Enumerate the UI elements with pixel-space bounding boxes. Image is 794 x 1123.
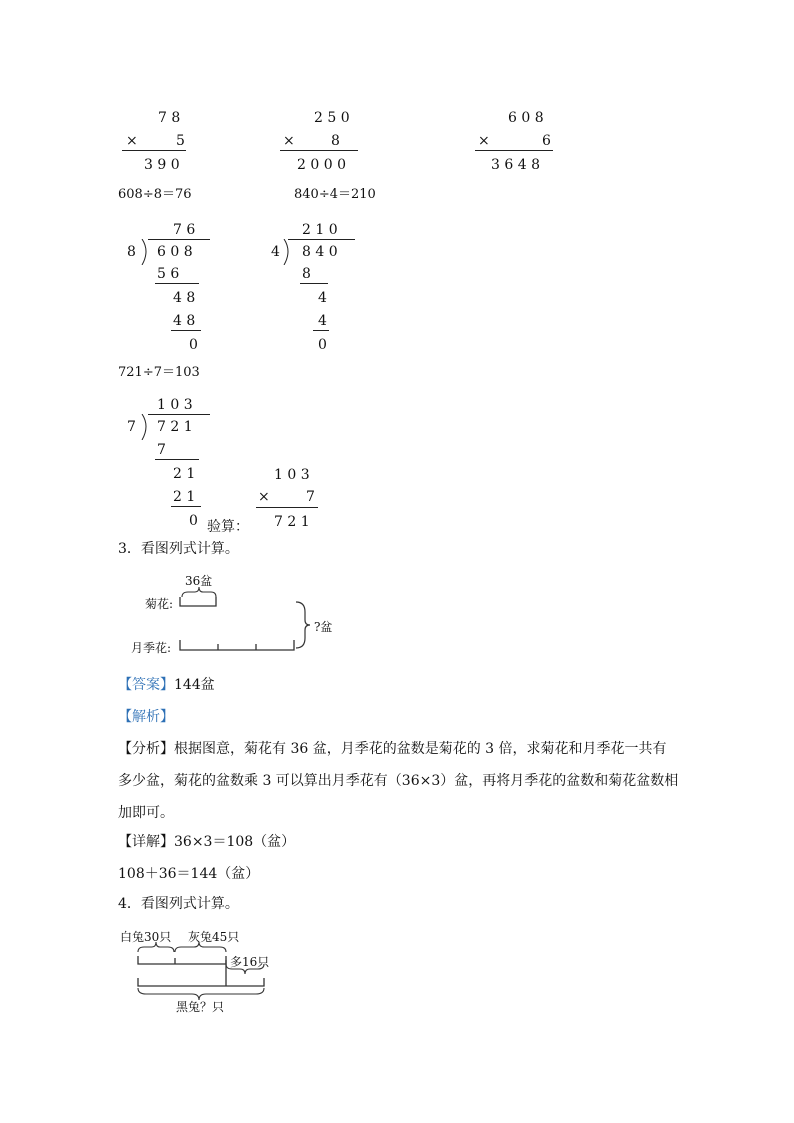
check-operator: × [258, 489, 270, 505]
q3-fenxi-tag: 【分析】 [118, 741, 174, 757]
div-2-rule-1 [300, 283, 328, 284]
mult-1-multiplier: 5 [176, 133, 185, 149]
div-3-rule-2 [171, 506, 201, 507]
q3-answer-tag: 【答案】 [118, 677, 174, 693]
div-3-remainder-1: 2 1 [173, 466, 196, 482]
check-multiplier: 7 [306, 489, 315, 505]
q3-row1-bar [178, 596, 220, 608]
q3-detail-tag: 【详解】 [118, 834, 174, 850]
div-1-top-rule [148, 239, 210, 240]
q4-grey-rabbit-label: 灰兔45只 [188, 930, 240, 944]
div-2-divisor: 4 [271, 244, 280, 260]
check-multiplicand: 1 0 3 [274, 467, 310, 483]
div-2-top-rule [288, 239, 355, 240]
div-1-dividend: 6 0 8 [157, 244, 193, 260]
q3-fenxi-text: 根据图意，菊花有 36 盆，月季花的盆数是菊花的 3 倍，求菊花和月季花一共有多少盆，菊花的盆数乘 3 可以算出月季花有（36×3）盆，再将月季花的盆数和菊花盆数相加即可。 [118, 741, 679, 821]
q4-title: 4．看图列式计算。 [118, 896, 239, 912]
div-3-bracket [140, 414, 152, 440]
q3-detail-line-1: 36×3＝108（盆） [174, 834, 296, 850]
mult-1-multiplicand: 7 8 [158, 110, 181, 126]
q3-row2-bar [178, 638, 298, 652]
mult-3-operator: × [478, 133, 490, 149]
equation-840-div-4: 840÷4＝210 [294, 187, 376, 202]
q3-answer [118, 669, 215, 701]
div-2-step-2: 4 [318, 313, 327, 329]
div-1-rule-1 [155, 283, 199, 284]
div-3-dividend: 7 2 1 [157, 419, 193, 435]
q4-more-label: 多16只 [230, 955, 270, 969]
q3-total-label: ?盆 [314, 620, 333, 634]
mult-2-multiplier: 8 [331, 133, 340, 149]
div-3-step-1: 7 [157, 442, 166, 458]
div-2-quotient: 2 1 0 [302, 222, 338, 238]
q4-white-rabbit-label: 白兔30只 [120, 930, 172, 944]
div-3-rule-1 [155, 459, 199, 460]
mult-1-rule [122, 150, 186, 151]
mult-3-rule [475, 150, 553, 151]
div-1-remainder-final: 0 [189, 337, 198, 353]
div-2-bracket [282, 239, 294, 265]
mult-2-rule [280, 150, 358, 151]
check-label: 验算： [207, 519, 249, 535]
div-1-step-2: 4 8 [173, 313, 196, 329]
q3-answer-value: 144盆 [174, 677, 215, 693]
check-product: 7 2 1 [274, 514, 310, 530]
mult-3-product: 3 6 4 8 [491, 157, 540, 173]
div-2-rule-2 [313, 330, 329, 331]
div-1-rule-2 [171, 330, 201, 331]
mult-2-product: 2 0 0 0 [297, 157, 346, 173]
div-1-step-1: 5 6 [157, 266, 180, 282]
q3-row2-label: 月季花: [131, 641, 172, 655]
div-2-step-1: 8 [302, 266, 311, 282]
div-1-quotient: 7 6 [173, 222, 196, 238]
div-3-top-rule [148, 414, 210, 415]
mult-1-operator: × [126, 133, 138, 149]
equation-721-div-7: 721÷7＝103 [118, 365, 200, 380]
div-1-remainder-1: 4 8 [173, 290, 196, 306]
q4-black-rabbit-label: 黑兔？只 [176, 1000, 225, 1014]
q3-diagram-top-label: 36盆 [185, 574, 213, 588]
q3-fenxi [118, 733, 680, 829]
div-1-bracket [140, 239, 152, 265]
mult-3-multiplier: 6 [542, 133, 551, 149]
check-rule [256, 507, 318, 508]
div-3-divisor: 7 [127, 419, 136, 435]
mult-2-multiplicand: 2 5 0 [314, 110, 350, 126]
q3-row1-label: 菊花: [145, 597, 174, 611]
q3-detail-line-2: 108＋36＝144（盆） [118, 866, 260, 882]
q3-analysis-tag: 【解析】 [118, 709, 174, 725]
div-2-remainder-final: 0 [318, 337, 327, 353]
mult-3-multiplicand: 6 0 8 [508, 110, 544, 126]
div-3-quotient: 1 0 3 [157, 397, 193, 413]
div-2-dividend: 8 4 0 [302, 244, 338, 260]
div-1-divisor: 8 [127, 244, 136, 260]
mult-2-operator: × [283, 133, 295, 149]
div-3-step-2: 2 1 [173, 489, 196, 505]
q3-right-brace [293, 600, 313, 650]
div-3-remainder-final: 0 [189, 513, 198, 529]
div-2-remainder-1: 4 [318, 290, 327, 306]
equation-608-div-8: 608÷8＝76 [118, 187, 192, 202]
q3-title: 3．看图列式计算。 [118, 541, 239, 557]
q3-detail [118, 826, 295, 858]
mult-1-product: 3 9 0 [144, 157, 180, 173]
